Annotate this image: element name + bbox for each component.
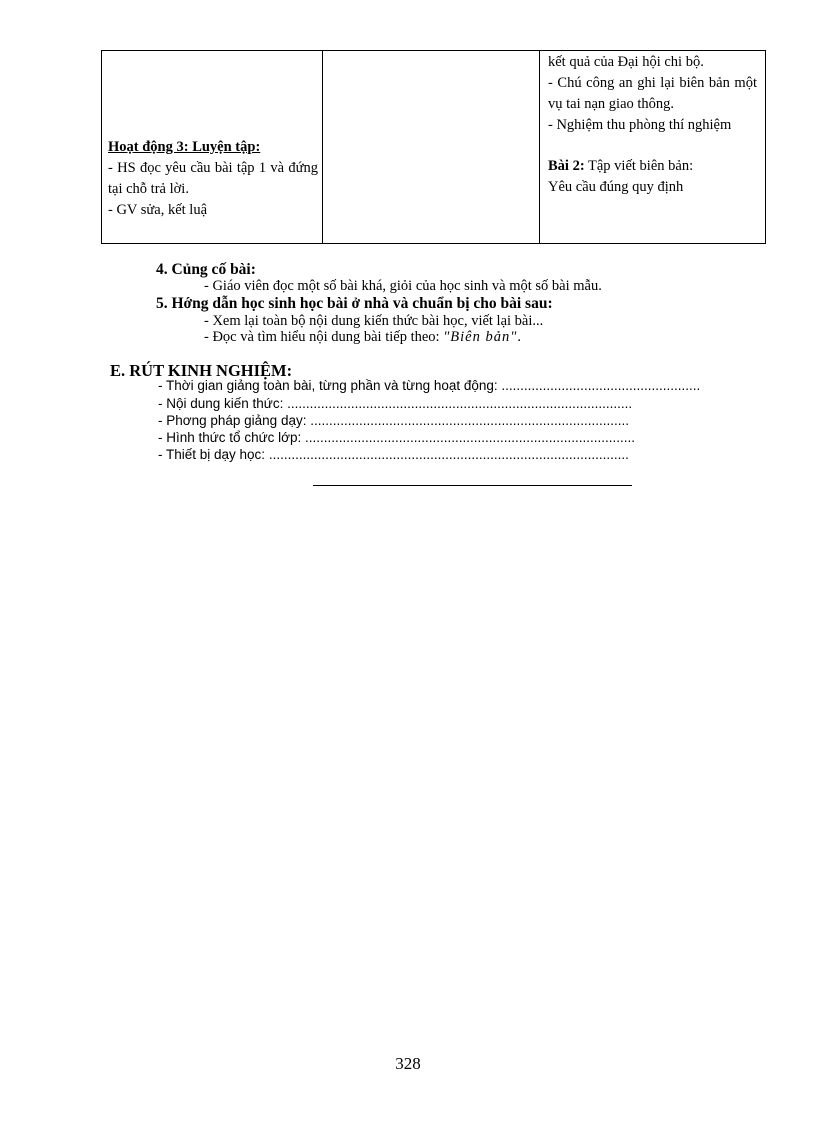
section4-title: 4. Củng cố bài: [156, 261, 256, 278]
review-item [158, 447, 629, 462]
review-item-label: - Phơng pháp giảng dạy: [158, 413, 311, 428]
review-item [158, 396, 632, 411]
section5-line2-prefix: - Đọc và tìm hiểu nội dung bài tiếp theo: [204, 329, 444, 345]
review-item-label: - Thiết bị dạy học: [158, 447, 269, 462]
section5-title: 5. Hớng dẫn học sinh học bài ở nhà và chuẩn bị cho bài sau: [156, 295, 553, 312]
page-number: 328 [395, 1054, 421, 1073]
content-line: - Chú công an ghi lại biên bản một vụ tai nạn giao thông. [548, 75, 757, 112]
middle-column [323, 51, 540, 244]
content-column [540, 51, 766, 244]
review-item-dots: ................................................................................................ [268, 447, 629, 462]
activity-line: - HS đọc yêu cầu bài tập 1 và đứng tại chỗ trả lời. [108, 160, 318, 197]
content-line: kết quả của Đại hội chi bộ. [548, 54, 704, 70]
content-line: - Nghiệm thu phòng thí nghiệm [548, 117, 732, 133]
activity-title: Hoạt động 3: Luyện tập: [108, 139, 261, 155]
review-item-dots: ............................................................................................ [287, 396, 633, 411]
review-item [158, 430, 635, 445]
section5-line2-suffix: . [517, 329, 521, 345]
review-item-dots: ..................................................... [501, 378, 701, 393]
review-item-label: - Thời gian giảng toàn bài, từng phần và từng hoạt động: [158, 378, 502, 393]
review-item-label: - Nội dung kiến thức: [158, 396, 288, 411]
review-item-dots: ..................................................................................... [310, 413, 630, 428]
content-line: Yêu cầu đúng quy định [548, 179, 684, 195]
section-e-title: E. RÚT KINH NGHIỆM: [110, 361, 293, 380]
lesson-table [101, 50, 766, 244]
review-item [158, 413, 629, 428]
activity-column [102, 51, 323, 244]
review-item-label: - Hình thức tổ chức lớp: [158, 430, 305, 445]
bai2-label: Bài 2: [548, 158, 585, 174]
activity-line: - GV sửa, kết luậ [108, 202, 208, 218]
bai2-line [548, 156, 757, 177]
section5-line [204, 329, 521, 346]
section4-line: - Giáo viên đọc một số bài khá, giỏi của học sinh và một số bài mẫu. [204, 278, 602, 294]
end-rule [313, 485, 632, 486]
bai2-text: Tập viết biên bản: [584, 158, 694, 174]
section5-line: - Xem lại toàn bộ nội dung kiến thức bài học, viết lại bài... [204, 313, 544, 329]
review-item [158, 378, 700, 393]
review-item-dots: ........................................................................................ [304, 430, 636, 445]
table-row [102, 51, 766, 244]
next-lesson-title: "Biên bản" [443, 329, 518, 345]
